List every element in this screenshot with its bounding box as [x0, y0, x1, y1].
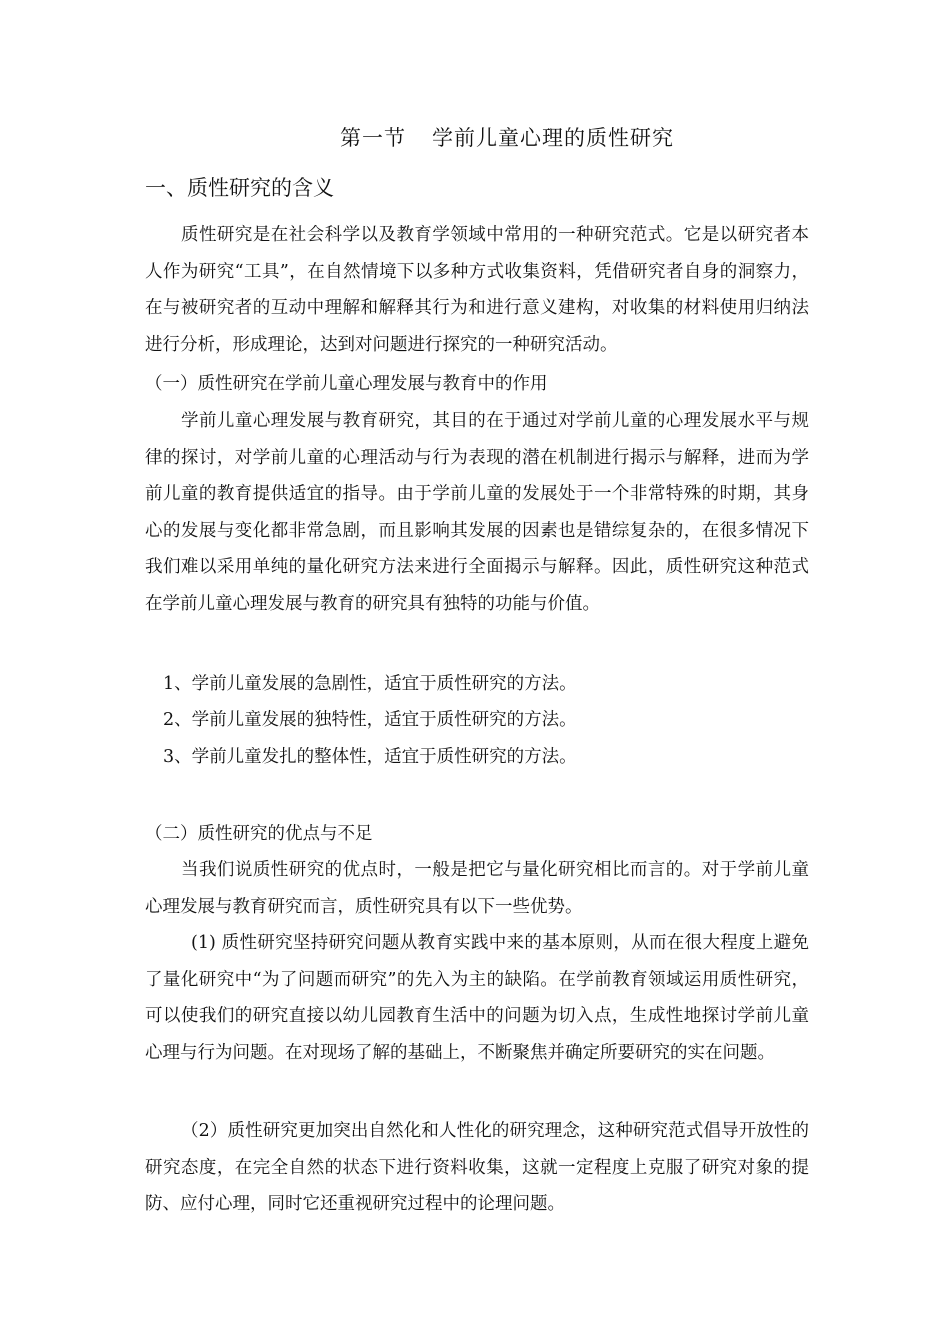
list-item: 1、学前儿童发展的急剧性，适宜于质性研究的方法。 [163, 674, 577, 694]
paragraph-definition: 质性研究是在社会科学以及教育学领域中常用的一种研究范式。它是以研究者本人作为研究“工具”，在自然情境下以多种方式收集资料，凭借研究者自身的洞察力，在与被研究者的互动中理解和解释其行为和进行意义建构，对收集的材料使用归纳法进行分析，形成理论，达到对问题进行探究的一种研究活动。 [145, 225, 809, 355]
title-chapter: 第一节 [340, 126, 406, 150]
page-title [340, 122, 674, 152]
title-name: 学前儿童心理的质性研究 [432, 126, 674, 150]
list-item: 2、学前儿童发展的独特性，适宜于质性研究的方法。 [163, 710, 577, 730]
paragraph-advantages-intro: 当我们说质性研究的优点时，一般是把它与量化研究相比而言的。对于学前儿童心理发展与教育研究而言，质性研究具有以下一些优势。 [145, 860, 809, 917]
list-item: 3、学前儿童发扎的整体性，适宜于质性研究的方法。 [163, 747, 577, 767]
paragraph-point-2: （2）质性研究更加突出自然化和人性化的研究理念，这种研究范式倡导开放性的研究态度，在完全自然的状态下进行资料收集，这就一定程度上克服了研究对象的提防、应付心理，同时它还重视研究过程中的论理问题。 [145, 1121, 809, 1214]
paragraph-point-1: (1) 质性研究坚持研究问题从教育实践中来的基本原则，从而在很大程度上避免了量化研究中“为了问题而研究”的先入为主的缺陷。在学前教育领域运用质性研究，可以使我们的研究直接以幼儿园教育生活中的问题为切入点，生成性地探讨学前儿童心理与行为问题。在对现场了解的基础上，不断聚焦并确定所要研究的实在问题。 [145, 933, 809, 1063]
section-heading-1: 一、质性研究的含义 [145, 176, 334, 200]
paragraph-role: 学前儿童心理发展与教育研究，其目的在于通过对学前儿童的心理发展水平与规律的探讨，对学前儿童的心理活动与行为表现的潜在机制进行揭示与解释，进而为学前儿童的教育提供适宜的指导。由于学前儿童的发展处于一个非常特殊的时期，其身心的发展与变化都非常急剧，而且影响其发展的因素也是错综复杂的，在很多情况下我们难以采用单纯的量化研究方法来进行全面揭示与解释。因此，质性研究这种范式在学前儿童心理发展与教育的研究具有独特的功能与价值。 [145, 411, 809, 614]
subsection-heading-1: （一）质性研究在学前儿童心理发展与教育中的作用 [145, 374, 548, 394]
subsection-heading-2: （二）质性研究的优点与不足 [145, 824, 373, 844]
